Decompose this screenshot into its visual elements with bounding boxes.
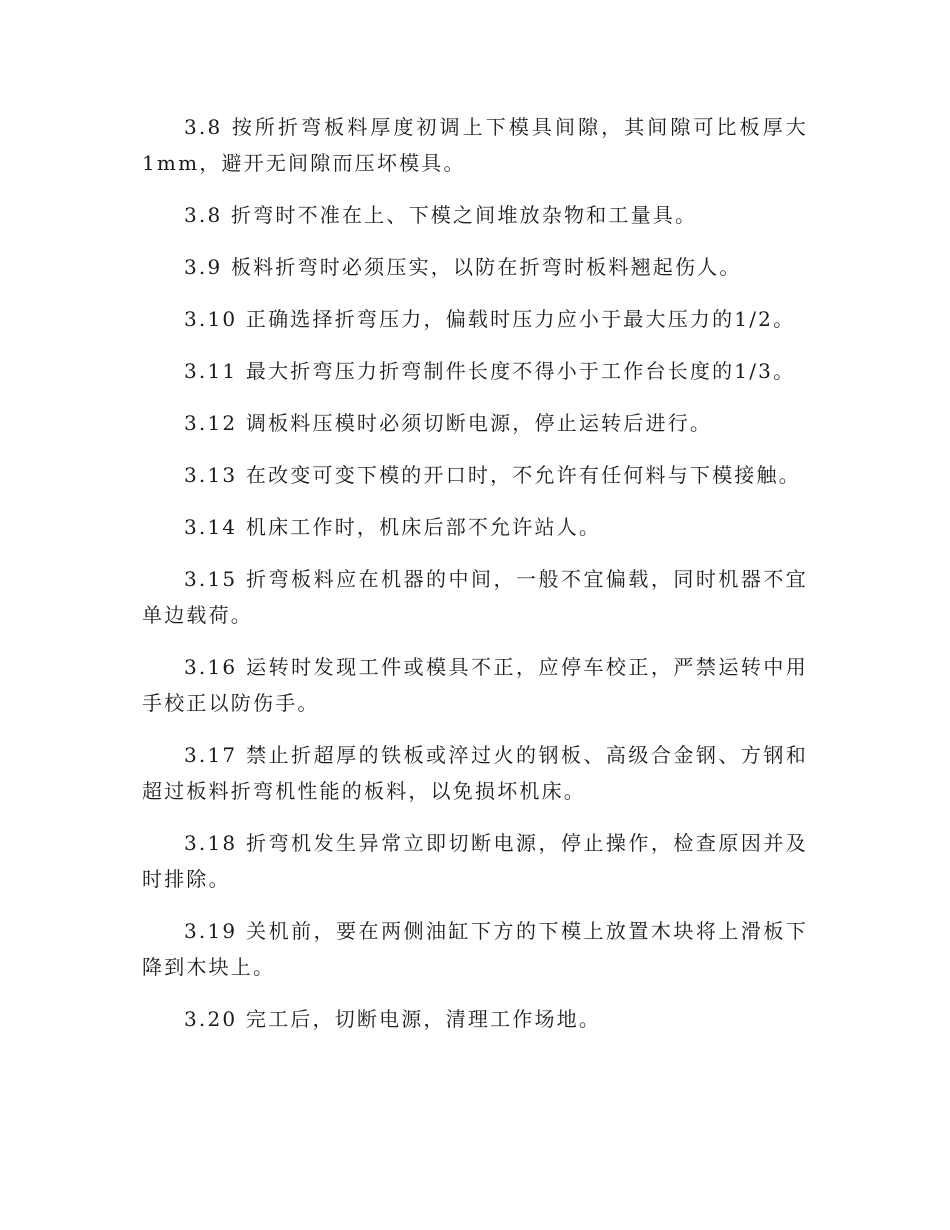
paragraph-12: 3.18 折弯机发生异常立即切断电源，停止操作，检查原因并及时排除。 [142,831,808,891]
document-body [142,109,808,1053]
paragraph-8: 3.14 机床工作时，机床后部不允许站人。 [184,515,602,539]
paragraph-9: 3.15 折弯板料应在机器的中间，一般不宜偏载，同时机器不宜单边载荷。 [142,567,808,627]
paragraph-14: 3.20 完工后，切断电源，清理工作场地。 [184,1007,602,1031]
paragraph-10: 3.16 运转时发现工件或模具不正，应停车校正，严禁运转中用手校正以防伤手。 [142,655,808,715]
paragraph-3: 3.9 板料折弯时必须压实，以防在折弯时板料翘起伤人。 [184,255,742,279]
paragraph-6: 3.12 调板料压模时必须切断电源，停止运转后进行。 [184,411,713,435]
paragraph-7: 3.13 在改变可变下模的开口时，不允许有任何料与下模接触。 [184,463,801,487]
paragraph-1: 3.8 按所折弯板料厚度初调上下模具间隙，其间隙可比板厚大1mm，避开无间隙而压坏模具。 [142,115,808,175]
paragraph-13: 3.19 关机前，要在两侧油缸下方的下模上放置木块将上滑板下降到木块上。 [142,919,808,979]
paragraph-2: 3.8 折弯时不准在上、下模之间堆放杂物和工量具。 [184,203,698,227]
paragraph-5: 3.11 最大折弯压力折弯制件长度不得小于工作台长度的1/3。 [184,359,796,383]
paragraph-11: 3.17 禁止折超厚的铁板或淬过火的钢板、高级合金钢、方钢和超过板料折弯机性能的板料，以免损坏机床。 [142,743,808,803]
paragraph-4: 3.10 正确选择折弯压力，偏载时压力应小于最大压力的1/2。 [184,307,796,331]
